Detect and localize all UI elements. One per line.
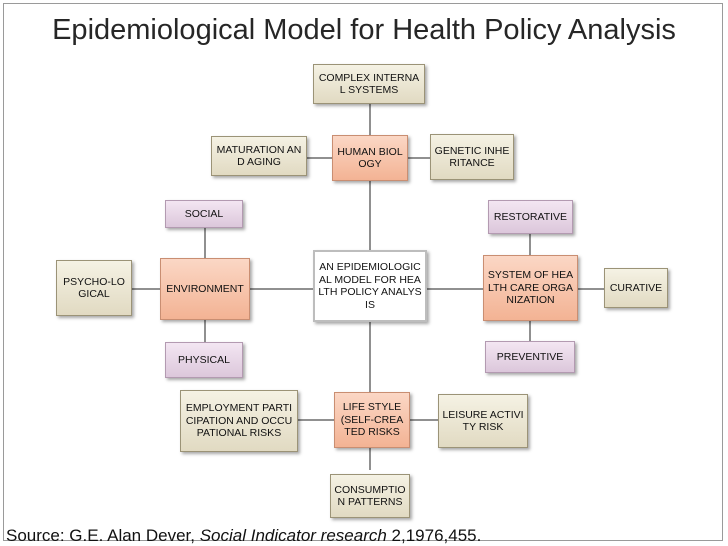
health-care-system-box: SYSTEM OF HEALTH CARE ORGANIZATION bbox=[483, 255, 578, 321]
maturation-aging-box: MATURATION AND AGING bbox=[211, 136, 307, 176]
center-model-box: AN EPIDEMIOLOGICAL MODEL FOR HEALTH POLICY ANALYSIS bbox=[313, 250, 427, 322]
environment-box: ENVIRONMENT bbox=[160, 258, 250, 320]
social-box: SOCIAL bbox=[165, 200, 243, 228]
lifestyle-box: LIFE STYLE (SELF-CREATED RISKS bbox=[334, 392, 410, 448]
source-citation: Source: G.E. Alan Dever, Social Indicator research 2,1976,455. bbox=[6, 526, 482, 545]
curative-box: CURATIVE bbox=[604, 268, 668, 308]
complex-internal-systems-box: COMPLEX INTERNAL SYSTEMS bbox=[313, 64, 425, 104]
physical-box: PHYSICAL bbox=[165, 342, 243, 378]
journal-name: Social Indicator research bbox=[199, 526, 387, 545]
human-biology-box: HUMAN BIOLOGY bbox=[332, 135, 408, 181]
leisure-activity-box: LEISURE ACTIVITY RISK bbox=[438, 394, 528, 448]
preventive-box: PREVENTIVE bbox=[485, 341, 575, 373]
consumption-patterns-box: CONSUMPTION PATTERNS bbox=[330, 474, 410, 518]
restorative-box: RESTORATIVE bbox=[488, 200, 573, 234]
genetic-inheritance-box: GENETIC INHERITANCE bbox=[430, 134, 514, 180]
psychological-box: PSYCHO-LOGICAL bbox=[56, 260, 132, 316]
employment-risks-box: EMPLOYMENT PARTICIPATION AND OCCUPATIONAL RISKS bbox=[180, 390, 298, 452]
slide-title: Epidemiological Model for Health Policy Analysis bbox=[52, 14, 676, 46]
